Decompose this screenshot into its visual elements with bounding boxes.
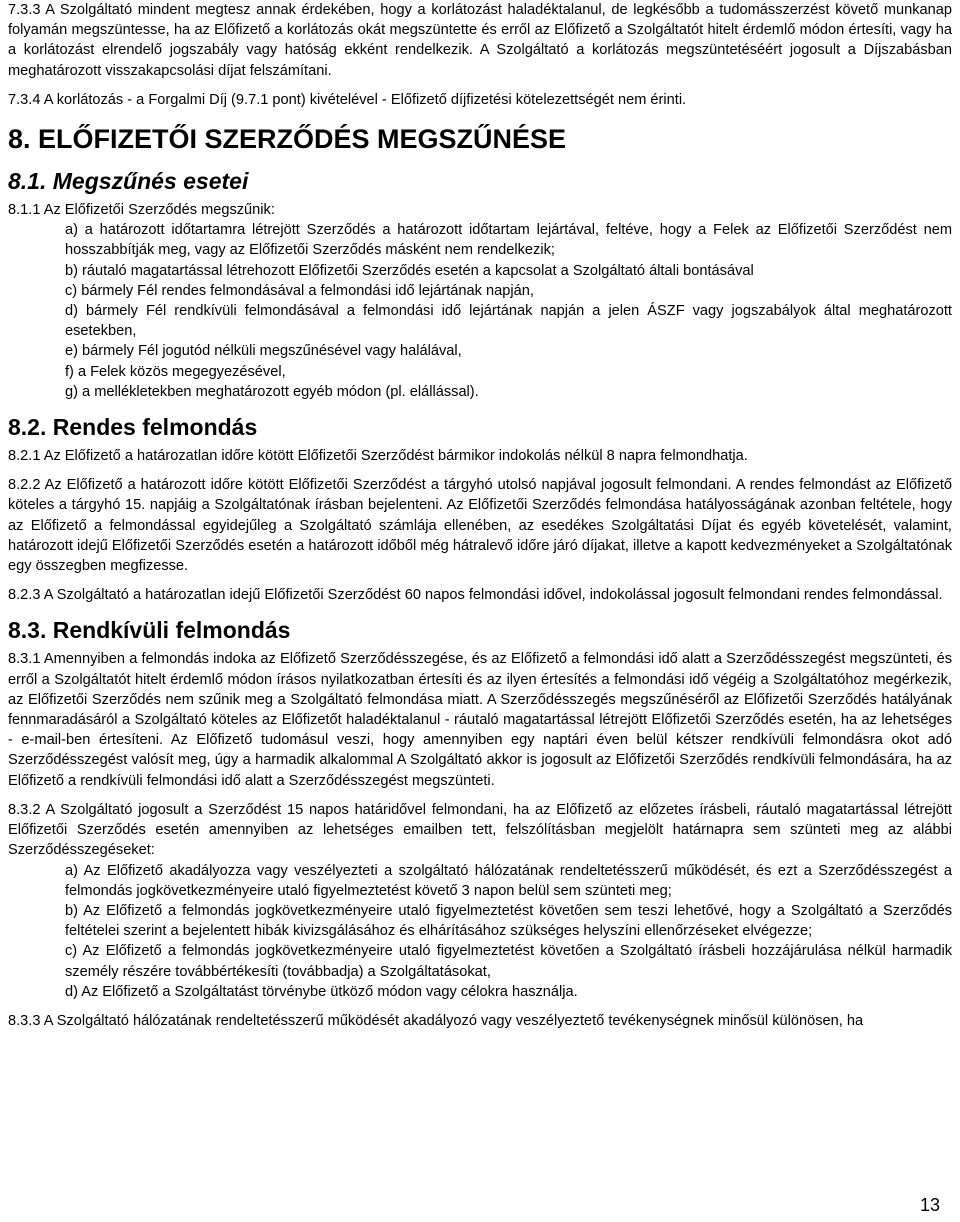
- list-item: c) bármely Fél rendes felmondásával a felmondási idő lejártának napján,: [65, 282, 534, 299]
- paragraph-8-2-3: 8.2.3 A Szolgáltató a határozatlan idejű Előfizetői Szerződést 60 napos felmondási idővel, indokolással jogosult felmondani rendes felmondással.: [8, 587, 943, 604]
- termination-cases-list: [8, 220, 952, 402]
- paragraph-8-2-2: 8.2.2 Az Előfizető a határozott időre kötött Előfizetői Szerződést a tárgyhó utolsó napjával jogosult felmondani. A rendes felmondást az Előfizető köteles a tárgyhó 15. napjáig a Szolgáltatónak írásban bejelenteni. Az Előfizetői Szerződés felmondása hatályosságának azonban feltétele, hogy az Előfizető a felmondással egyidejűleg a Szolgáltató számlája ellenében, az esedékes Szolgáltatási Díjat és egyéb követelését, valamint, határozott idejű Előfizetői Szerződés esetén a határozott időből még hátralevő időre járó díjakat, illetve a kapott kedvezményeket a Szolgáltatónak egy összegben megfizesse.: [8, 477, 952, 575]
- paragraph-8-3-1: 8.3.1 Amennyiben a felmondás indoka az Előfizető Szerződésszegése, és az Előfizető a felmondási idő alatt a Szerződésszegést megszünteti, és erről a Szolgáltatót hitelt érdemlő módon írásos nyilatkozatban értesíti és az ilyen értesítés a felmondási idő végéig a Szolgáltatóhoz megérkezik, az Előfizetői Szerződés nem szűnik meg a Szolgáltató felmondása miatt. A Szerződésszegés megszűnéséről az Előfizetői Szerződés hatályának fennmaradásáról a Szolgáltató köteles az Előfizetőt haladéktalanul - ráutaló magatartással létrejött Előfizetői Szerződés esetén, ha az lehetséges - e-mail-ben értesíteni. Az Előfizető tudomásul veszi, hogy amennyiben egy naptári éven belül kétszer rendkívüli felmondásra okot adó Szerződésszegést valósít meg, úgy a harmadik alkalommal A Szolgáltató akkor is jogosult az Előfizetői Szerződés rendkívüli felmondására, ha az Előfizető a rendkívüli felmondási idő alatt a Szerződésszegést megszünteti.: [8, 651, 952, 789]
- section-8-2-heading: 8.2. Rendes felmondás: [8, 414, 258, 441]
- list-item: g) a mellékletekben meghatározott egyéb módon (pl. elállással).: [65, 383, 479, 400]
- list-item: a) Az Előfizető akadályozza vagy veszélyezteti a szolgáltató hálózatának rendeltetésszerű működését, és ezt a Szerződésszegést a felmondás jogkövetkezményeire utaló figyelmeztetést követő 3 napon belül sem szünteti meg;: [65, 862, 952, 899]
- section-8-1-heading: 8.1. Megszűnés esetei: [8, 168, 249, 195]
- paragraph-8-2-1: 8.2.1 Az Előfizető a határozatlan időre kötött Előfizetői Szerződést bármikor indokolás nélkül 8 napra felmondhatja.: [8, 448, 748, 465]
- breach-cases-list: [8, 861, 952, 1002]
- list-item: c) Az Előfizető a felmondás jogkövetkezményeire utaló figyelmeztetést követően a Szolgáltató írásbeli hozzájárulása nélkül harmadik személy részére továbbértékesíti (továbbadja) a Szolgáltatásokat,: [65, 943, 952, 980]
- section-8-heading: 8. ELŐFIZETŐI SZERZŐDÉS MEGSZŰNÉSE: [8, 124, 567, 155]
- list-item: b) Az Előfizető a felmondás jogkövetkezményeire utaló figyelmeztetést követően sem teszi lehetővé, hogy a Szolgáltató a Szerződés feltételei szerint a bejelentett hibák kivizsgálásához és elhárításához szükséges helyszíni ellenőrzéseket elvégezze;: [65, 902, 952, 940]
- list-item: d) bármely Fél rendkívüli felmondásával a felmondási idő lejártának napján a jelen ÁSZF vagy jogszabályok által meghatározott esetekben,: [65, 303, 952, 340]
- paragraph-7-3-3: 7.3.3 A Szolgáltató mindent megtesz annak érdekében, hogy a korlátozást haladéktalanul, de legkésőbb a tudomásszerzést követő munkanap folyamán megszüntesse, ha az Előfizető a korlátozás okát megszüntette és erről az Előfizető a Szolgáltatót hitelt érdemlő módon értesíti, vagy ha a korlátozást elrendelő jogszabály vagy hatóság ekként rendelkezik. A Szolgáltató a korlátozás megszüntetéséért jogosult a Díjszabásban meghatározott visszakapcsolási díjat felszámítani.: [8, 2, 952, 79]
- page-number: 13: [919, 1195, 940, 1215]
- list-item: f) a Felek közös megegyezésével,: [65, 363, 286, 380]
- paragraph-8-3-3: 8.3.3 A Szolgáltató hálózatának rendeltetésszerű működését akadályozó vagy veszélyeztető tevékenységnek minősül különösen, ha: [8, 1012, 864, 1029]
- paragraph-8-1-1: 8.1.1 Az Előfizetői Szerződés megszűnik:: [8, 202, 275, 219]
- paragraph-7-3-4: 7.3.4 A korlátozás - a Forgalmi Díj (9.7.1 pont) kivételével - Előfizető díjfizetési kötelezettségét nem érinti.: [8, 91, 687, 108]
- section-8-3-heading: 8.3. Rendkívüli felmondás: [8, 617, 291, 644]
- paragraph-8-3-2: 8.3.2 A Szolgáltató jogosult a Szerződést 15 napos határidővel felmondani, ha az Előfizető az előzetes írásbeli, ráutaló magatartással létrejött Előfizetői Szerződés esetén amennyiben az lehetséges emailben tett, felszólításban megjelölt határnapra sem szünteti meg az alábbi Szerződésszegéseket:: [8, 801, 952, 859]
- list-item: d) Az Előfizető a Szolgáltatást törvénybe ütköző módon vagy célokra használja.: [65, 983, 578, 1000]
- list-item: a) a határozott időtartamra létrejött Szerződés a határozott időtartam lejártával, feltéve, hogy a Felek az Előfizetői Szerződést nem hosszabbítják meg, vagy az Előfizetői Szerződés másként nem rendelkezik;: [65, 222, 952, 259]
- list-item: b) ráutaló magatartással létrehozott Előfizetői Szerződés esetén a kapcsolat a Szolgáltató általi bontásával: [65, 262, 754, 279]
- list-item: e) bármely Fél jogutód nélküli megszűnésével vagy halálával,: [65, 343, 462, 360]
